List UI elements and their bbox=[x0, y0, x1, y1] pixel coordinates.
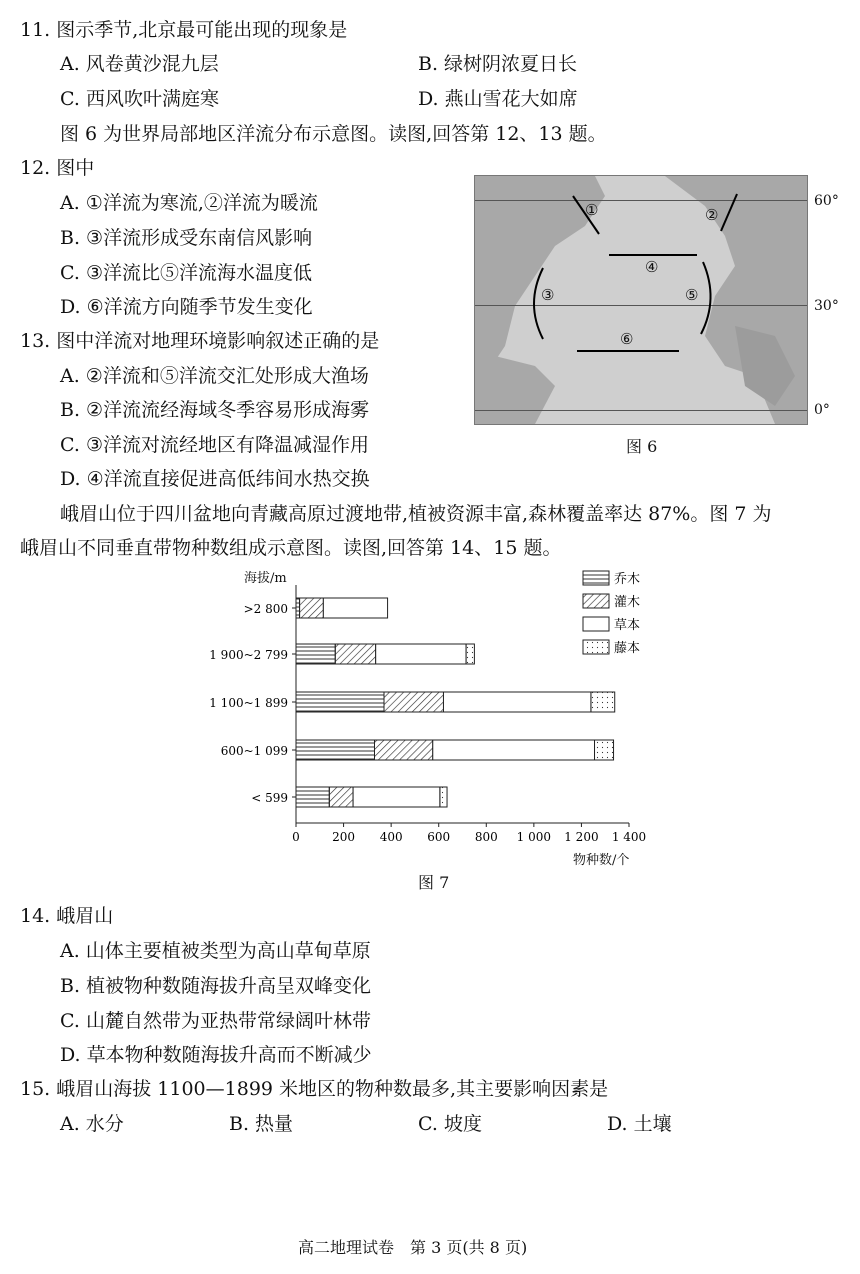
lat-30-label: 30° bbox=[814, 298, 839, 314]
current-1-label: ① bbox=[585, 201, 599, 219]
q12-stem: 12. 图中 bbox=[20, 157, 95, 179]
fig7-caption: 图 7 bbox=[418, 873, 450, 892]
q15-option-b: B. 热量 bbox=[229, 1113, 294, 1135]
q14-option-c: C. 山麓自然带为亚热带常绿阔叶林带 bbox=[60, 1010, 371, 1032]
x-tick-label: 1 000 bbox=[516, 830, 552, 844]
q12-option-b: B. ③洋流形成受东南信风影响 bbox=[60, 227, 313, 249]
bar-1-3 bbox=[374, 740, 432, 760]
q15-stem: 15. 峨眉山海拔 1100—1899 米地区的物种数最多,其主要影响因素是 bbox=[20, 1078, 609, 1100]
bar-3-1 bbox=[466, 644, 474, 664]
q11-option-d: D. 燕山雪花大如席 bbox=[418, 88, 578, 110]
q12-option-d: D. ⑥洋流方向随季节发生变化 bbox=[60, 296, 313, 318]
category-label: 600~1 099 bbox=[220, 744, 288, 758]
category-label: 1 900~2 799 bbox=[209, 648, 288, 662]
q13-option-a: A. ②洋流和⑤洋流交汇处形成大渔场 bbox=[60, 365, 369, 387]
page-footer: 高二地理试卷 第 3 页(共 8 页) bbox=[298, 1238, 528, 1257]
q11-option-a: A. 风卷黄沙混九层 bbox=[60, 53, 219, 75]
q12-option-c: C. ③洋流比⑤洋流海水温度低 bbox=[60, 262, 312, 284]
bar-0-0 bbox=[296, 598, 300, 618]
legend-swatch bbox=[583, 640, 609, 654]
x-tick-label: 800 bbox=[474, 830, 498, 844]
species-chart bbox=[0, 565, 860, 885]
x-tick-label: 0 bbox=[292, 830, 300, 844]
bar-2-4 bbox=[353, 787, 440, 807]
category-label: >2 800 bbox=[243, 602, 288, 616]
lat-60-label: 60° bbox=[814, 193, 839, 209]
current-2-label: ② bbox=[705, 206, 719, 224]
current-5-label: ⑤ bbox=[685, 286, 699, 304]
legend-label: 藤本 bbox=[614, 641, 641, 656]
q11-option-b: B. 绿树阴浓夏日长 bbox=[418, 53, 578, 75]
bar-3-3 bbox=[595, 740, 614, 760]
category-label: 1 100~1 899 bbox=[209, 696, 288, 710]
bar-0-4 bbox=[296, 787, 329, 807]
legend-label: 草本 bbox=[614, 618, 641, 633]
q15-option-c: C. 坡度 bbox=[418, 1113, 482, 1135]
legend-swatch bbox=[583, 617, 609, 631]
q11-option-c: C. 西风吹叶满庭寒 bbox=[60, 88, 219, 110]
x-tick-label: 200 bbox=[332, 830, 356, 844]
bar-0-2 bbox=[296, 692, 384, 712]
bar-0-3 bbox=[296, 740, 374, 760]
q14-option-a: A. 山体主要植被类型为高山草甸草原 bbox=[60, 940, 371, 962]
q11-stem: 11. 图示季节,北京最可能出现的现象是 bbox=[20, 19, 348, 41]
chart-ylabel: 海拔/m bbox=[244, 571, 287, 586]
bar-2-1 bbox=[376, 644, 466, 664]
q14-option-d: D. 草本物种数随海拔升高而不断减少 bbox=[60, 1044, 372, 1066]
legend-label: 灌木 bbox=[614, 595, 641, 610]
q14-option-b: B. 植被物种数随海拔升高呈双峰变化 bbox=[60, 975, 372, 997]
q13-option-c: C. ③洋流对流经地区有降温减湿作用 bbox=[60, 434, 369, 456]
x-tick-label: 400 bbox=[379, 830, 403, 844]
current-5-line bbox=[701, 262, 711, 334]
fig6-caption: 图 6 bbox=[626, 437, 658, 456]
q13-option-b: B. ②洋流流经海域冬季容易形成海雾 bbox=[60, 399, 370, 421]
q15-option-d: D. 土壤 bbox=[607, 1113, 672, 1135]
current-2-line bbox=[721, 194, 737, 231]
current-4-label: ④ bbox=[645, 258, 659, 276]
fig7-intro-line2: 峨眉山不同垂直带物种数组成示意图。读图,回答第 14、15 题。 bbox=[20, 537, 562, 559]
bar-2-2 bbox=[443, 692, 590, 712]
lat-0-label: 0° bbox=[814, 402, 830, 418]
current-6-label: ⑥ bbox=[620, 330, 634, 348]
q12-option-a: A. ①洋流为寒流,②洋流为暖流 bbox=[60, 192, 318, 214]
q15-option-a: A. 水分 bbox=[60, 1113, 124, 1135]
bar-1-0 bbox=[300, 598, 324, 618]
legend-label: 乔木 bbox=[614, 572, 641, 587]
ocean-current-map bbox=[474, 175, 808, 425]
bar-2-3 bbox=[433, 740, 595, 760]
q14-stem: 14. 峨眉山 bbox=[20, 905, 114, 927]
bar-1-4 bbox=[329, 787, 353, 807]
chart-xlabel: 物种数/个 bbox=[573, 853, 630, 868]
fig7-intro-line1: 峨眉山位于四川盆地向青藏高原过渡地带,植被资源丰富,森林覆盖率达 87%。图 7 为 bbox=[60, 503, 772, 525]
legend-swatch bbox=[583, 571, 609, 585]
q13-option-d: D. ④洋流直接促进高低纬间水热交换 bbox=[60, 468, 370, 490]
bar-3-4 bbox=[440, 787, 447, 807]
category-label: < 599 bbox=[251, 791, 288, 805]
bar-1-1 bbox=[335, 644, 375, 664]
current-arrows bbox=[475, 176, 807, 424]
bar-1-2 bbox=[384, 692, 443, 712]
x-tick-label: 1 200 bbox=[564, 830, 599, 844]
bar-0-1 bbox=[296, 644, 335, 664]
current-3-label: ③ bbox=[541, 286, 555, 304]
legend-swatch bbox=[583, 594, 609, 608]
x-tick-label: 600 bbox=[427, 830, 451, 844]
bar-2-0 bbox=[323, 598, 387, 618]
fig6-intro: 图 6 为世界局部地区洋流分布示意图。读图,回答第 12、13 题。 bbox=[60, 123, 607, 145]
bar-3-2 bbox=[591, 692, 615, 712]
x-tick-label: 1 400 bbox=[611, 830, 647, 844]
q13-stem: 13. 图中洋流对地理环境影响叙述正确的是 bbox=[20, 330, 380, 352]
